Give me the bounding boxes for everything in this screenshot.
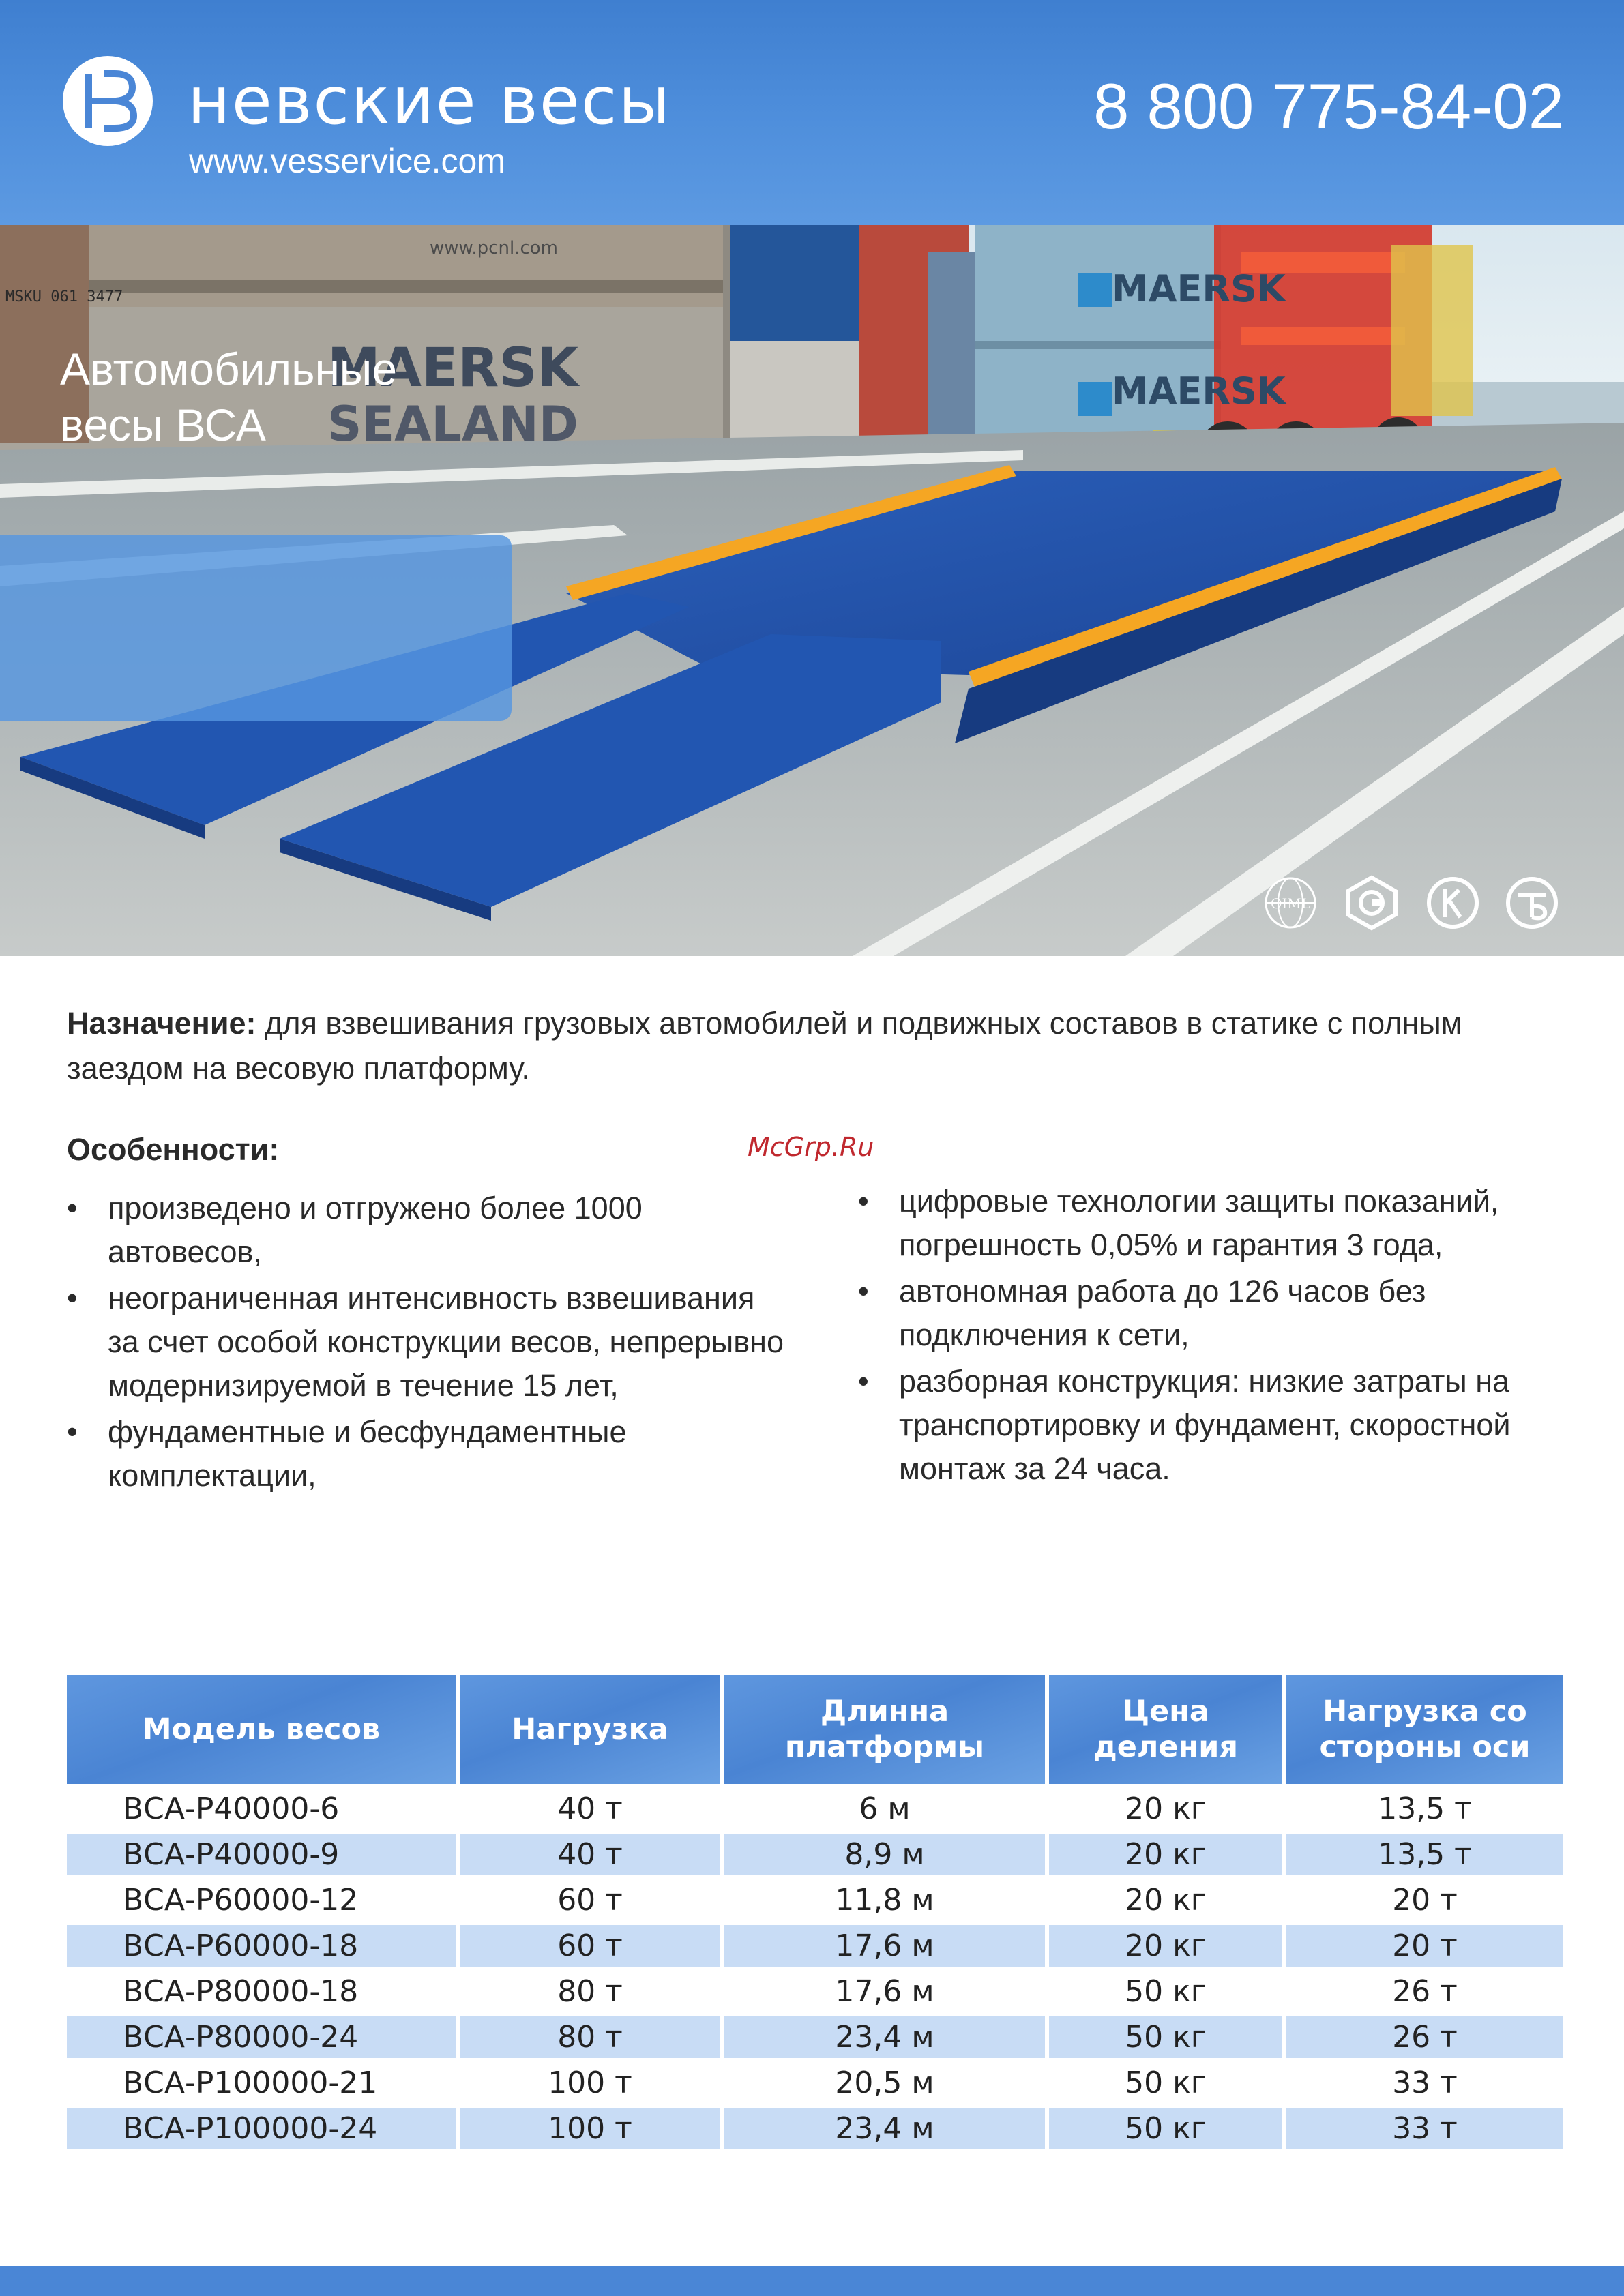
cell-load: 80 т — [460, 1971, 720, 2016]
table-row — [67, 2108, 1563, 2153]
table-row — [67, 1925, 1563, 1971]
table-row — [67, 1834, 1563, 1879]
page-header — [0, 0, 1624, 225]
cell-length: 6 м — [724, 1788, 1045, 1834]
gost-mark-icon — [1344, 875, 1400, 931]
feature-item: • фундаментные и бесфундаментные комплектации, — [67, 1410, 790, 1497]
column-header-model: Модель весов — [67, 1675, 456, 1788]
by-mark-icon — [1504, 875, 1560, 931]
cell-axle-load: 13,5 т — [1286, 1788, 1563, 1834]
cell-division: 50 кг — [1049, 2016, 1282, 2062]
feature-item: • цифровые технологии защиты показаний, погрешность 0,05% и гарантия 3 года, — [858, 1180, 1567, 1267]
photo-sign-maersk-3: MAERSK — [327, 338, 578, 399]
nevskie-vesy-logo-icon — [61, 55, 154, 147]
table-row — [67, 2062, 1563, 2108]
cell-length: 23,4 м — [724, 2108, 1045, 2153]
cell-division: 20 кг — [1049, 1834, 1282, 1879]
hero-title-banner — [0, 535, 512, 721]
cell-model: ВСА-Р100000-24 — [67, 2108, 456, 2153]
cell-load: 40 т — [460, 1834, 720, 1879]
cell-load: 80 т — [460, 2016, 720, 2062]
cell-load: 60 т — [460, 1879, 720, 1925]
purpose-text: для взвешивания грузовых автомобилей и подвижных составов в статике с полным заездом на весовую платформу. — [67, 1006, 1462, 1086]
kz-mark-icon — [1425, 875, 1481, 931]
cell-division: 20 кг — [1049, 1879, 1282, 1925]
cell-axle-load: 33 т — [1286, 2062, 1563, 2108]
watermark: McGrp.Ru — [748, 1132, 874, 1162]
cell-division: 50 кг — [1049, 2108, 1282, 2153]
cell-length: 11,8 м — [724, 1879, 1045, 1925]
cell-load: 40 т — [460, 1788, 720, 1834]
photo-sign-maersk-1: MAERSK — [1112, 267, 1286, 310]
cell-length: 17,6 м — [724, 1971, 1045, 2016]
purpose-label: Назначение: — [67, 1006, 256, 1041]
table-header-row — [67, 1675, 1563, 1788]
column-header-platform-length: Длинна платформы — [724, 1675, 1045, 1788]
product-title — [60, 341, 397, 453]
column-header-division: Цена деления — [1049, 1675, 1282, 1788]
oiml-mark-icon — [1263, 875, 1318, 931]
photo-sign-pcnl: www.pcnl.com — [430, 238, 558, 258]
features-list-right — [858, 1180, 1567, 1493]
photo-sign-sealand: SEALAND — [327, 396, 578, 452]
cell-model: ВСА-Р100000-21 — [67, 2062, 456, 2108]
cell-axle-load: 13,5 т — [1286, 1834, 1563, 1879]
cell-load: 100 т — [460, 2062, 720, 2108]
cell-load: 100 т — [460, 2108, 720, 2153]
features-list-left — [67, 1187, 790, 1500]
photo-sign-msku: MSKU 061 3477 — [5, 288, 123, 305]
cell-division: 50 кг — [1049, 2062, 1282, 2108]
cell-axle-load: 20 т — [1286, 1879, 1563, 1925]
cell-model: ВСА-Р40000-6 — [67, 1788, 456, 1834]
cell-axle-load: 26 т — [1286, 1971, 1563, 2016]
cell-model: ВСА-Р40000-9 — [67, 1834, 456, 1879]
feature-item: • автономная работа до 126 часов без подключения к сети, — [858, 1270, 1567, 1357]
product-title-line-1: Автомобильные — [60, 344, 398, 394]
specifications-table — [63, 1675, 1567, 2153]
page-footer-bar — [0, 2266, 1624, 2296]
feature-item: • произведено и отгружено более 1000 автовесов, — [67, 1187, 790, 1274]
cell-model: ВСА-Р60000-18 — [67, 1925, 456, 1971]
features-heading: Особенности: — [67, 1132, 280, 1167]
cell-model: ВСА-Р60000-12 — [67, 1879, 456, 1925]
cell-model: ВСА-Р80000-24 — [67, 2016, 456, 2062]
column-header-axle-load: Нагрузка со стороны оси — [1286, 1675, 1563, 1788]
cell-load: 60 т — [460, 1925, 720, 1971]
cell-length: 20,5 м — [724, 2062, 1045, 2108]
feature-item: • разборная конструкция: низкие затраты на транспортировку и фундамент, скоростной монтаж за 24 часа. — [858, 1360, 1567, 1491]
column-header-load: Нагрузка — [460, 1675, 720, 1788]
cell-length: 17,6 м — [724, 1925, 1045, 1971]
cell-axle-load: 26 т — [1286, 2016, 1563, 2062]
cell-length: 23,4 м — [724, 2016, 1045, 2062]
phone-number[interactable]: 8 800 775-84-02 — [1093, 70, 1564, 142]
website-link[interactable]: www.vesservice.com — [189, 142, 505, 180]
cell-model: ВСА-Р80000-18 — [67, 1971, 456, 2016]
cell-axle-load: 33 т — [1286, 2108, 1563, 2153]
table-row — [67, 1879, 1563, 1925]
product-title-line-2: весы ВСА — [60, 400, 266, 450]
purpose-paragraph — [67, 1001, 1561, 1091]
container-stack-maersk — [975, 225, 1221, 450]
cell-length: 8,9 м — [724, 1834, 1045, 1879]
table-row — [67, 1788, 1563, 1834]
table-row — [67, 1971, 1563, 2016]
cell-division: 50 кг — [1049, 1971, 1282, 2016]
table-row — [67, 2016, 1563, 2062]
cell-division: 20 кг — [1049, 1925, 1282, 1971]
photo-sign-maersk-2: MAERSK — [1112, 370, 1286, 413]
cell-division: 20 кг — [1049, 1788, 1282, 1834]
feature-item: • неограниченная интенсивность взвешивания за счет особой конструкции весов, непрерывно модернизируемой в течение 15 лет, — [67, 1277, 790, 1407]
brand-name: невские весы — [188, 63, 672, 139]
oiml-mark-label: OIML — [1270, 895, 1311, 912]
cell-axle-load: 20 т — [1286, 1925, 1563, 1971]
hero-photo — [0, 225, 1624, 956]
